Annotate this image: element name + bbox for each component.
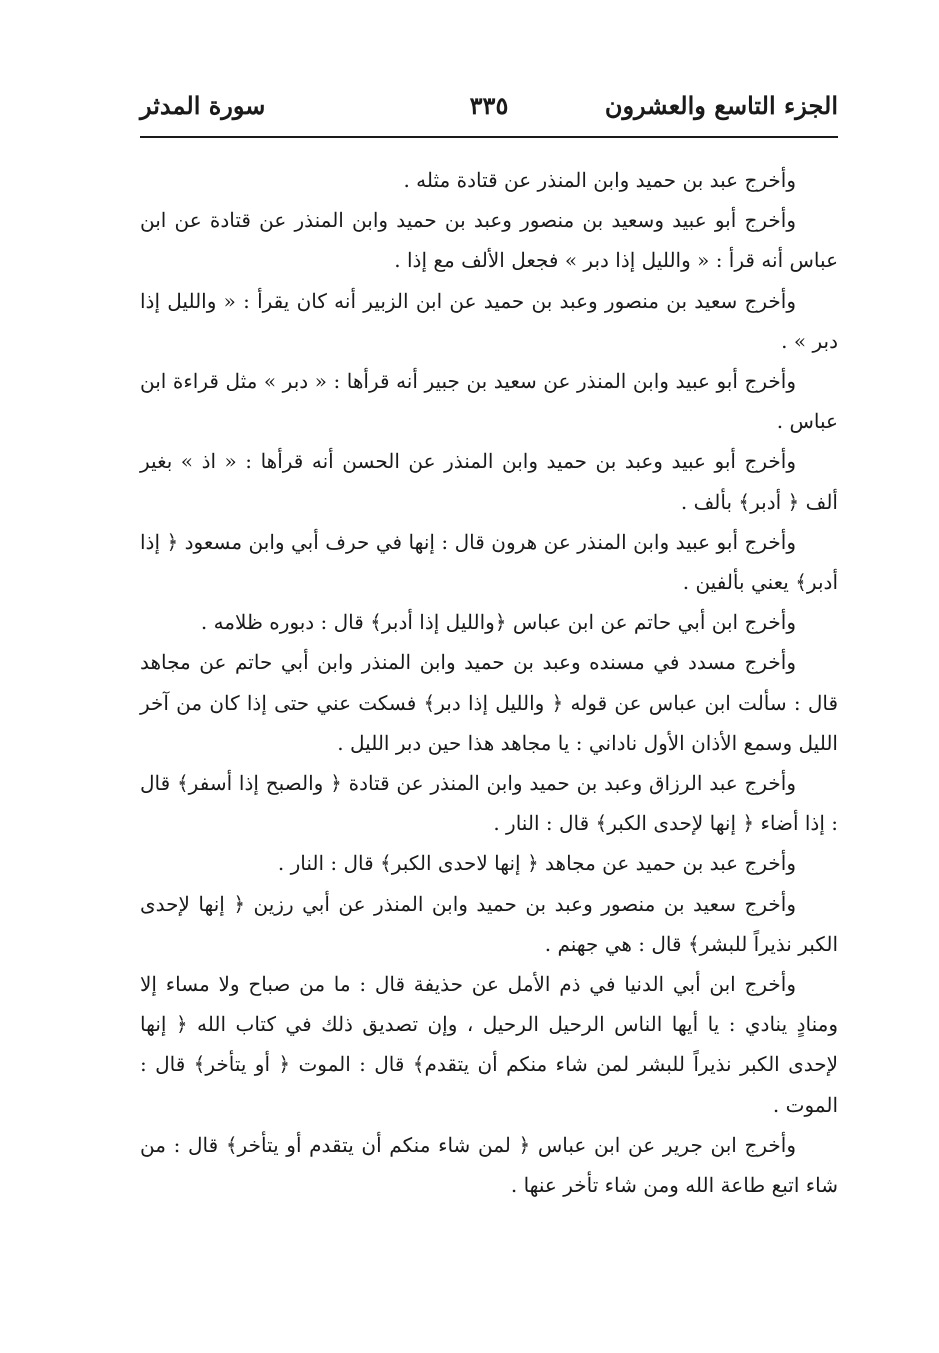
juz-title: الجزء التاسع والعشرون bbox=[604, 91, 838, 120]
paragraph-1: وأخرج عبد بن حميد وابن المنذر عن قتادة مثله . bbox=[403, 168, 796, 192]
header-rule bbox=[140, 136, 838, 138]
body-text bbox=[140, 160, 838, 1205]
paragraph-10: وأخرج عبد بن حميد عن مجاهد ﴿ إنها لاحدى الكبر﴾ قال : النار . bbox=[277, 851, 796, 876]
paragraph-2: وأخرج أبو عبيد وسعيد بن منصور وعبد بن حميد وابن المنذر عن قتادة عن ابن عباس أنه قرأ : « والليل إذا دبر » فجعل الألف مع إذا . bbox=[140, 208, 838, 273]
paragraph-11: وأخرج سعيد بن منصور وعبد بن حميد وابن المنذر عن أبي رزين ﴿ إنها لإحدى الكبر نذيراً للبشر﴾ قال : هي جهنم . bbox=[140, 891, 838, 956]
surah-title: سورة المدثر bbox=[140, 91, 266, 120]
paragraph-3: وأخرج سعيد بن منصور وعبد بن حميد عن ابن الزبير أنه كان يقرأ : « والليل إذا دبر » . bbox=[140, 288, 838, 353]
paragraph-7: وأخرج ابن أبي حاتم عن ابن عباس ﴿والليل إذا أدبر﴾ قال : دبوره ظلامه . bbox=[200, 610, 796, 635]
page-number: ٣٣٥ bbox=[469, 91, 509, 120]
paragraph-6: وأخرج أبو عبيد وابن المنذر عن هرون قال : إنها في حرف أبي وابن مسعود ﴿ إذا أدبر﴾ يعني بألفين . bbox=[140, 529, 838, 595]
paragraph-5: وأخرج أبو عبيد وعبد بن حميد وابن المنذر عن الحسن أنه قرأها : « اذ » بغير ألف ﴿ أدبر﴾ بألف . bbox=[140, 449, 838, 514]
paragraph-12: وأخرج ابن أبي الدنيا في ذم الأمل عن حذيفة قال : ما من صباح ولا مساء إلا ومنادٍ ينادي : يا أيها الناس الرحيل الرحيل ، وإن تصديق ذلك في كتاب الله ﴿ إنها لإحدى الكبر نذيراً للبشر لمن شاء منكم أن يتقدم﴾ قال : الموت ﴿ أو يتأخر﴾ قال : الموت . bbox=[140, 972, 838, 1117]
paragraph-9: وأخرج عبد الرزاق وعبد بن حميد وابن المنذر عن قتادة ﴿ والصبح إذا أسفر﴾ قال : إذا أضاء ﴿ إنها لإحدى الكبر﴾ قال : النار . bbox=[140, 771, 838, 836]
paragraph-13: وأخرج ابن جرير عن ابن عباس ﴿ لمن شاء منكم أن يتقدم أو يتأخر﴾ قال : من شاء اتبع طاعة الله ومن شاء تأخر عنها . bbox=[140, 1132, 838, 1198]
paragraph-8: وأخرج مسدد في مسنده وعبد بن حميد وابن المنذر وابن أبي حاتم عن مجاهد قال : سألت ابن عباس عن قوله ﴿ والليل إذا دبر﴾ فسكت عني حتى إذا كان من آخر الليل وسمع الأذان الأول ناداني : يا مجاهد هذا حين دبر الليل . bbox=[140, 650, 838, 755]
page-header bbox=[140, 86, 838, 130]
paragraph-4: وأخرج أبو عبيد وابن المنذر عن سعيد بن جبير أنه قرأها : « دبر » مثل قراءة ابن عباس . bbox=[140, 369, 838, 434]
